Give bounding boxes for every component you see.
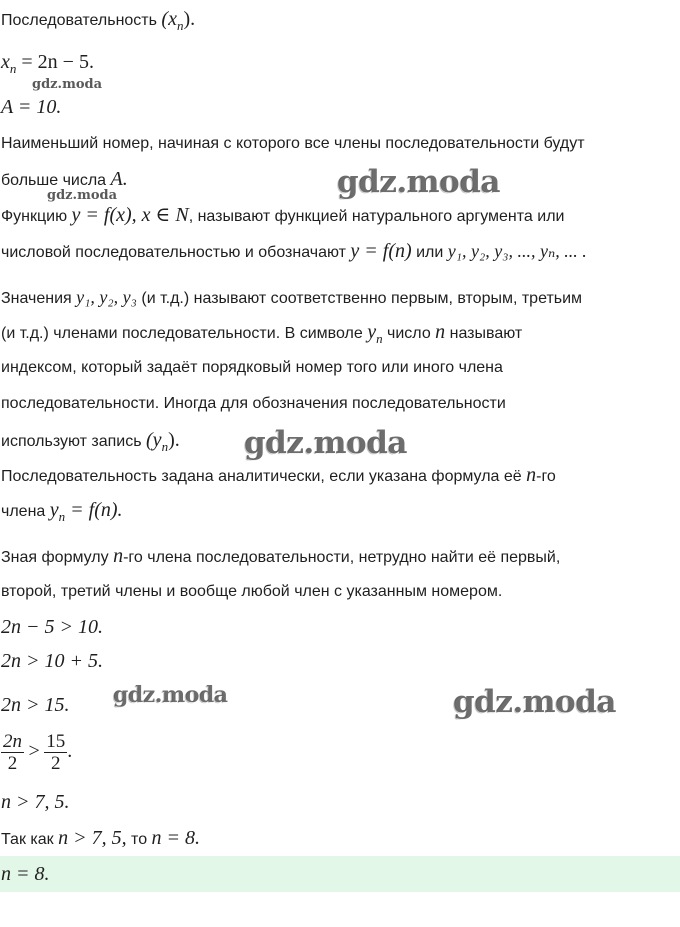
formula-note-1: Зная формулу n-го члена последовательности, нетрудно найти её первый, — [1, 545, 561, 567]
formula-a: A = 10. — [1, 96, 62, 118]
inequality-step-3: 2n > 15. — [1, 694, 70, 716]
definition-line-7: используют запись $(y_n)$. — [1, 429, 180, 454]
watermark: gdz.moda — [47, 188, 118, 203]
watermark: gdz.moda — [32, 77, 103, 92]
watermark: gdz.moda — [337, 164, 500, 200]
watermark: gdz.moda — [244, 425, 407, 461]
definition-line-1: Функцию y = f(x), x ∈ N, называют функцией натурального аргумента или — [1, 204, 565, 226]
inequality-step-1: 2n − 5 > 10. — [1, 616, 103, 638]
conclusion-line: Так как n > 7, 5, то n = 8. — [1, 827, 201, 849]
formula-xn: $x_n = 2n - 5$. — [1, 51, 94, 76]
watermark: gdz.moda — [453, 684, 616, 720]
inequality-step-2: 2n > 10 + 5. — [1, 650, 103, 672]
formula-note-2: второй, третий члены и вообще любой член с указанным номером. — [1, 583, 503, 600]
definition-line-5: индексом, который задаёт порядковый номер того или иного члена — [1, 359, 503, 376]
fraction-step: $\frac{2n}{2}$ > $\frac{15}{2}$ . — [3, 731, 73, 774]
answer-text: n = 8. — [1, 863, 50, 885]
definition-line-4: (и т.д.) членами последовательности. В символе $y_n$ число n называют — [1, 321, 523, 346]
question-text-cont: больше числа A. — [1, 168, 128, 190]
line-sequence-title: Последовательность $(x_n)$. — [1, 8, 196, 33]
watermark: gdz.moda — [113, 682, 228, 708]
analytic-line-1: Последовательность задана аналитически, если указана формула её n-го — [1, 464, 556, 486]
analytic-line-2: члена $y_n = f(n)$. — [1, 499, 123, 524]
definition-line-3: Значения y₁, y₂, y₃ (и т.д.) называют соответственно первым, вторым, третьим — [1, 287, 583, 307]
question-text: Наименьший номер, начиная с которого все члены последовательности будут — [1, 135, 585, 152]
definition-line-6: последовательности. Иногда для обозначения последовательности — [1, 395, 506, 412]
definition-line-2: числовой последовательностью и обозначают y = f(n) или y₁, y₂, y₃, ..., yₙ, ... . — [1, 240, 587, 262]
inequality-step-4: n > 7, 5. — [1, 791, 70, 813]
answer-box — [0, 856, 680, 892]
